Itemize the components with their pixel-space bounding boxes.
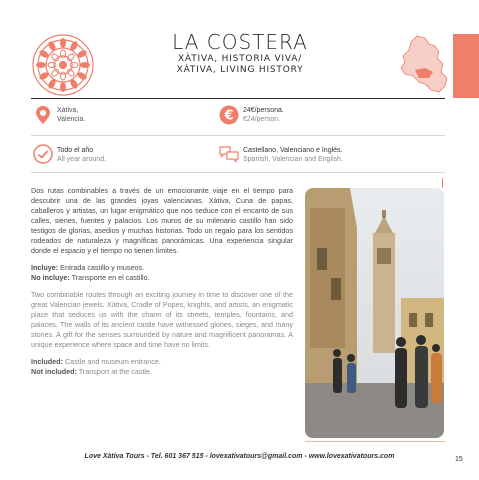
subtitle-es: XÀTIVA, HISTORIA VIVA/: [177, 54, 303, 64]
includes-es-label: Incluye:: [31, 263, 59, 272]
chat-icon: [219, 144, 239, 164]
excludes-es-value: Transporte en el castillo.: [69, 273, 150, 282]
includes-en: [31, 357, 293, 367]
description-es: Dos rutas combinables a través de un emocionante viaje en el tiempo para descubrir una de las grandes joyas valencianas. Xàtiva, Cuna de papas, caballeros y artistas, un lugar enigmático que nos seduce con el encanto de sus calles, sienes, fuentes y palacios. Los muros de su milenario castillo han sido testigos de glorias, asedios y muchas historias. Todo un regalo para los sentidos rodeados de naturaleza y magníficas panorámicas. Una experiencia singular donde el espacio y el tiempo no tienen límites.: [31, 186, 293, 255]
accent-corner-block: [453, 34, 479, 98]
includes-es: [31, 263, 293, 273]
header-divider: [31, 98, 445, 99]
excludes-es: [31, 273, 293, 283]
check-icon: [33, 144, 53, 164]
price-en: €24/person.: [243, 116, 280, 123]
location-pin-icon: [33, 105, 53, 125]
svg-text:€: €: [224, 108, 234, 124]
languages-es: Castellano, Valenciano e Inglés.: [243, 147, 343, 154]
season-es: Todo el año: [57, 147, 94, 154]
xativa-street-photo: [305, 188, 444, 438]
info-divider-1: [31, 135, 445, 136]
price-info: [243, 106, 284, 124]
languages-info: [243, 146, 343, 164]
rosette-logo: [31, 33, 95, 97]
decorative-line-top: [442, 178, 443, 188]
page-header: [150, 30, 330, 76]
page-title: LA COSTERA: [172, 30, 308, 54]
season-info: [57, 146, 106, 164]
languages-en: Spanish, Valencian and English.: [243, 156, 343, 163]
price-es: 24€/persona.: [243, 107, 284, 114]
excludes-en: [31, 367, 293, 377]
page-number: 15: [455, 456, 463, 463]
includes-en-label: Included:: [31, 357, 63, 366]
info-divider-2: [31, 172, 445, 173]
euro-icon: [219, 105, 239, 125]
season-en: All year around.: [57, 156, 107, 163]
location-info: [57, 106, 85, 124]
description-en: Two combinable routes through an exciting journey in time to discover one of the great Valencian jewels. Xàtiva, Cradle of Popes, knights, and artists, an enigmatic place that seduces us with the charm of its streets, temples, fountains, and palaces. The walls of its ancient castle have witnessed glories, sieges, and many stories. A gift for the senses surrounded by nature and magnificent panoramas. A unique experience where space and time have no limits.: [31, 290, 293, 349]
location-line2: Valencia.: [57, 116, 86, 123]
region-map: [395, 34, 451, 94]
excludes-es-label: No incluye:: [31, 273, 70, 282]
footer-contact: Love Xàtiva Tours - Tel. 601 367 515 - lovexativatours@gmail.com - www.lovexativatours.com: [84, 453, 395, 460]
description: [31, 186, 293, 384]
location-line1: Xàtiva,: [57, 107, 79, 114]
excludes-en-label: Not included:: [31, 367, 77, 376]
subtitle-en: XÀTIVA, LIVING HISTORY: [176, 65, 304, 75]
excludes-en-value: Transport at the castle.: [76, 367, 153, 376]
includes-es-value: Entrada castillo y museos.: [58, 263, 145, 272]
includes-en-value: Castle and museum entrance.: [62, 357, 161, 366]
decorative-line-bottom: [305, 441, 445, 442]
